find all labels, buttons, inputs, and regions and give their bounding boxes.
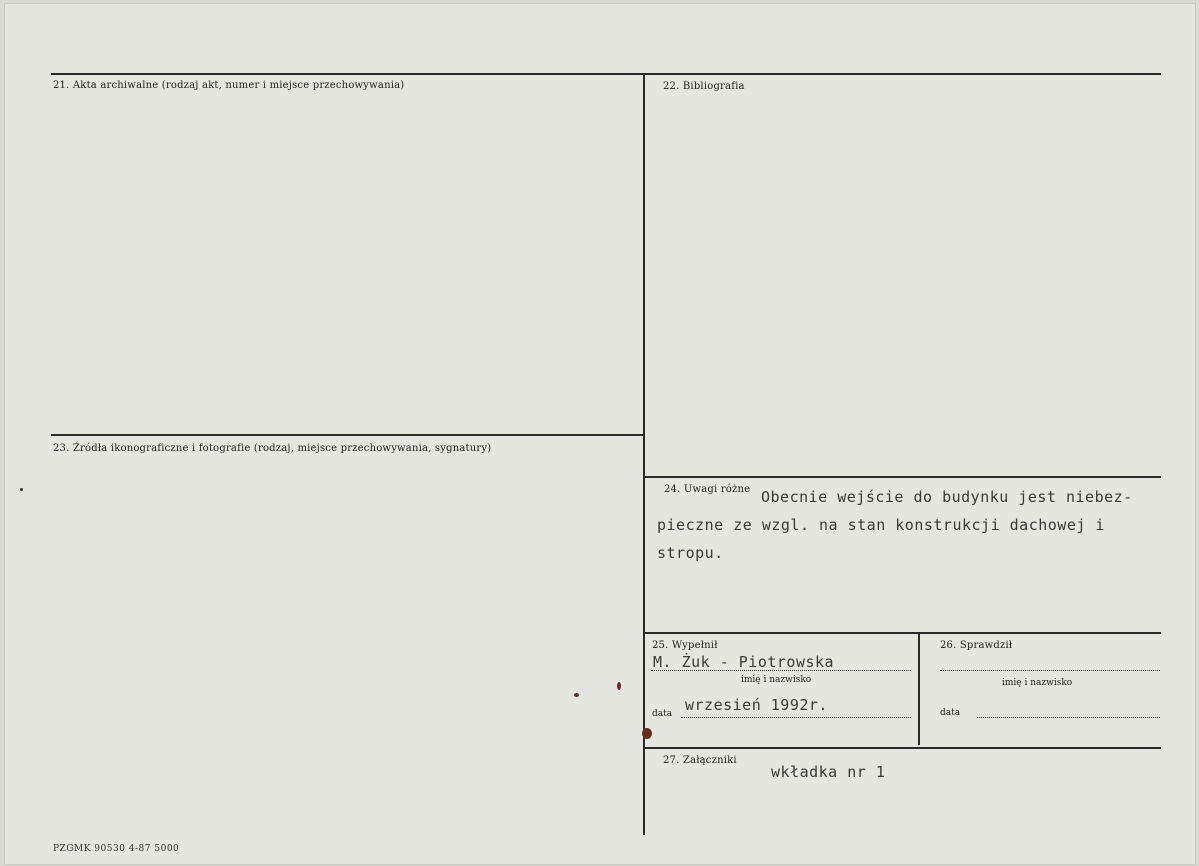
stain-mark bbox=[642, 728, 652, 739]
stain-mark bbox=[574, 693, 579, 697]
top-rule bbox=[51, 73, 1161, 75]
filled-by-name-caption: imię i nazwisko bbox=[741, 675, 812, 685]
section-24-label: 24. Uwagi różne bbox=[664, 484, 751, 495]
stain-mark bbox=[20, 488, 23, 491]
rule-25-27 bbox=[645, 747, 1161, 749]
filled-by-date-label: data bbox=[652, 709, 673, 719]
rule-21-23 bbox=[51, 434, 643, 436]
checked-by-name-line bbox=[940, 670, 1160, 671]
rule-22-24 bbox=[645, 476, 1161, 478]
filled-by-date: wrzesień 1992r. bbox=[685, 696, 828, 714]
section-24-text-line-3: stropu. bbox=[657, 544, 724, 562]
rule-24-25 bbox=[645, 632, 1161, 634]
inventory-card-back bbox=[4, 3, 1196, 865]
attachments-value: wkładka nr 1 bbox=[771, 763, 886, 781]
center-divider bbox=[643, 73, 645, 835]
checked-by-date-line bbox=[977, 717, 1160, 718]
section-23-label: 23. Źródła ikonograficzne i fotografie (rodzaj, miejsce przechowywania, sygnatury) bbox=[53, 443, 492, 454]
section-25-label: 25. Wypełnił bbox=[652, 640, 718, 651]
filled-by-name: M. Żuk - Piotrowska bbox=[653, 653, 835, 671]
divider-25-26 bbox=[918, 632, 920, 745]
section-24-text-line-2: pieczne ze wzgl. na stan konstrukcji dachowej i bbox=[657, 516, 1105, 534]
checked-by-name-caption: imię i nazwisko bbox=[1002, 678, 1073, 688]
section-24-text-line-1: Obecnie wejście do budynku jest niebez- bbox=[761, 488, 1133, 506]
filled-by-date-line bbox=[681, 717, 911, 718]
section-26-label: 26. Sprawdził bbox=[940, 640, 1013, 651]
section-21-label: 21. Akta archiwalne (rodzaj akt, numer i miejsce przechowywania) bbox=[53, 80, 405, 91]
stain-mark bbox=[617, 682, 621, 690]
checked-by-date-label: data bbox=[940, 708, 961, 718]
filled-by-name-line bbox=[651, 670, 911, 671]
section-27-label: 27. Załączniki bbox=[663, 755, 737, 766]
section-22-label: 22. Bibliografia bbox=[663, 81, 745, 92]
form-print-code: PZGMK 90530 4-87 5000 bbox=[53, 844, 180, 854]
